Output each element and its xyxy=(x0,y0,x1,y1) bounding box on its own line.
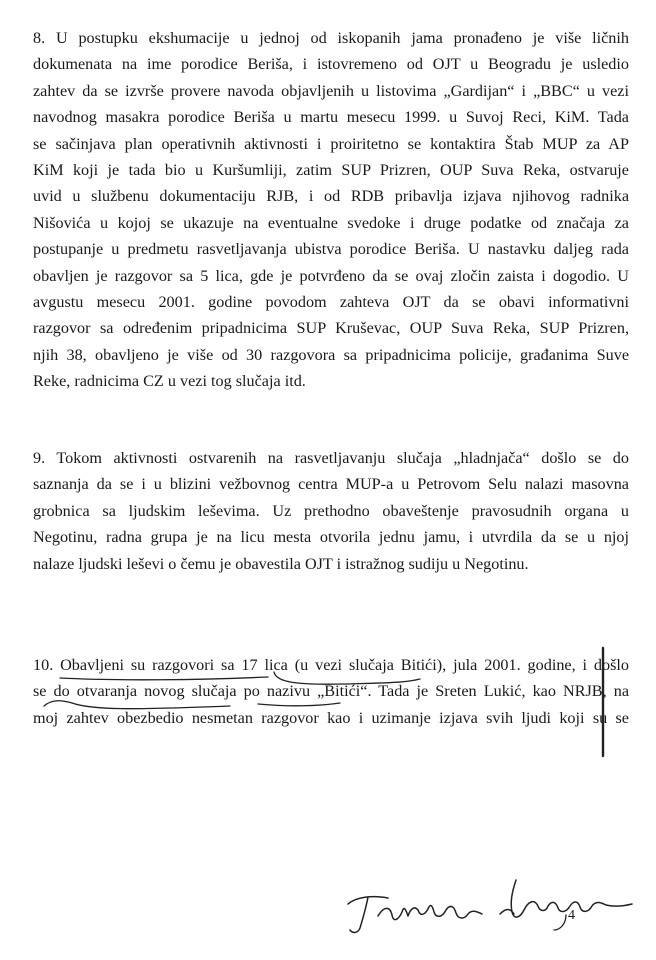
text-line: 10. Obavljeni su razgovori sa 17 lica (u vezi slučaja Bitići), jula 2001. godine, i došlo xyxy=(33,656,629,674)
text-line: moj zahtev obezbedio nesmetan razgovor kao i uzimanje izjava svih ljudi koji su se xyxy=(33,708,629,727)
text-line: obavljen je razgovor sa 5 lica, gde je potvrđeno da se ovaj zločin zaista i dogodio. U xyxy=(33,266,629,285)
text-line: se sačinjava plan operativnih aktivnosti i proiritetno se kontaktira Štab MUP za AP xyxy=(33,134,629,153)
text-line: 8. U postupku ekshumacije u jednoj od iskopanih jama pronađeno je više ličnih xyxy=(33,29,629,47)
text-line: grobnica sa ljudskim leševima. Uz prethodno obaveštenje pravosudnih organa u xyxy=(33,501,629,520)
text-line: zahtev da se izvrše provere navoda objavljenih u listovima „Gardijan“ i „BBC“ u vezi xyxy=(33,81,629,100)
text-line: nalaze ljudski leševi o čemu je obavestila OJT i istražnog sudiju u Negotinu. xyxy=(33,554,529,573)
handwritten-signature xyxy=(554,915,566,930)
text-line: Reke, radnicima CZ u vezi tog slučaja itd. xyxy=(33,372,306,391)
text-line: saznanja da se i u blizini vežbovnog centra MUP-a u Petrovom Selu nalazi masovna xyxy=(33,475,629,494)
text-line: se do otvaranja novog slučaja po nazivu „Bitići“. Tada je Sreten Lukić, kao NRJB, na xyxy=(33,682,629,701)
paragraph-9 xyxy=(33,445,629,577)
text-line: Nišovića u kojoj se ukazuje na eventualne svedoke i druge podatke od značaja za xyxy=(33,213,629,232)
handwritten-signature xyxy=(348,897,482,933)
paragraph-8 xyxy=(33,25,629,395)
text-line: postupanje u predmetu rasvetljavanja ubistva porodice Beriša. U nastavku daljeg rada xyxy=(33,240,629,259)
text-line: navodnog masakra porodice Beriša u martu mesecu 1999. u Suvoj Reci, KiM. Tada xyxy=(33,108,629,127)
text-line: 9. Tokom aktivnosti ostvarenih na rasvetljavanju slučaja „hladnjača“ došlo se do xyxy=(33,449,629,467)
handwritten-signature xyxy=(500,880,632,917)
page-number: 4 xyxy=(568,908,575,923)
text-line: dokumenata na ime porodice Beriša, i istovremeno od OJT u Beogradu je usledio xyxy=(33,55,629,74)
text-line: KiM koji je tada bio u Kuršumliji, zatim SUP Prizren, OUP Suva Reka, ostvaruje xyxy=(33,161,629,180)
text-line: avgustu mesecu 2001. godine povodom zahteva OJT da se obavi informativni xyxy=(33,293,629,312)
text-line: razgovor sa određenim pripadnicima SUP Kruševac, OUP Suva Reka, SUP Prizren, xyxy=(33,319,629,338)
text-line: Negotinu, radna grupa je na licu mesta otvorila jednu jamu, i utvrdila da se u njoj xyxy=(33,528,629,547)
paragraph-10 xyxy=(33,652,629,731)
text-line: uvid u službenu dokumentaciju RJB, i od RDB pribavlja izjava njihovog radnika xyxy=(33,187,629,206)
text-line: njih 38, obavljeno je više od 30 razgovora sa pripadnicima policije, građanima Suve xyxy=(33,345,629,364)
